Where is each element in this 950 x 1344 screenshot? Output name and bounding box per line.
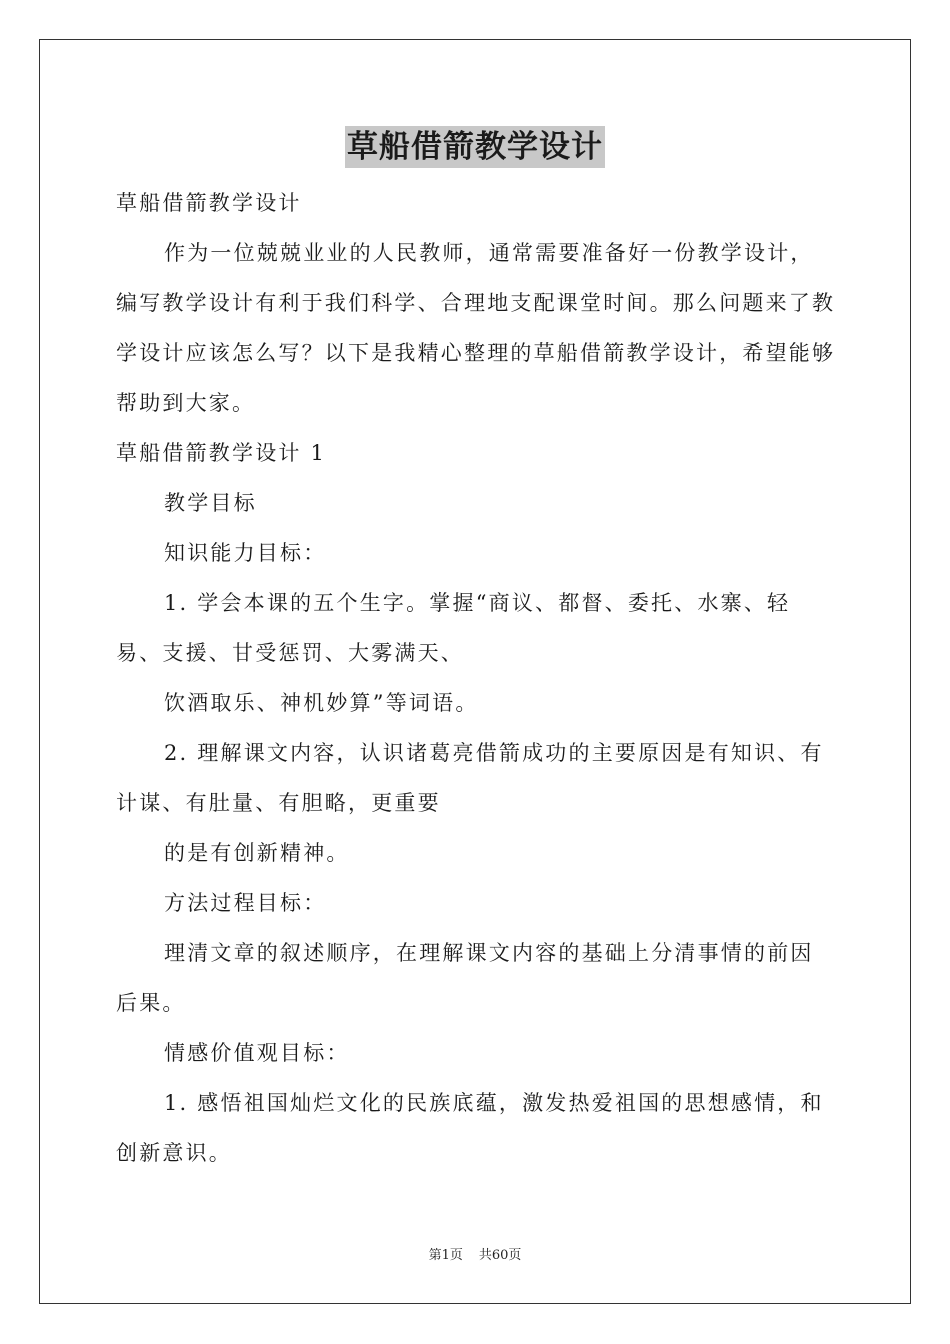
paragraph: 情感价值观目标： [164, 1041, 350, 1065]
paragraph: 2. 理解课文内容，认识诸葛亮借箭成功的主要原因是有知识、有计谋、有肚量、有胆略，更重要 [116, 741, 824, 815]
paragraph: 饮酒取乐、神机妙算”等词语。 [164, 691, 479, 715]
paragraph: 方法过程目标： [164, 891, 327, 915]
paragraph: 草船借箭教学设计 [116, 191, 302, 215]
section-heading: 草船借箭教学设计 1 [116, 441, 327, 465]
page-number: 第1页 [428, 1248, 463, 1263]
page-total: 共60页 [478, 1248, 522, 1263]
page-footer [0, 1246, 950, 1266]
paragraph: 1. 学会本课的五个生字。掌握“商议、都督、委托、水寨、轻易、支援、甘受惩罚、大雾满天、 [116, 591, 791, 665]
paragraph: 教学目标 [164, 491, 257, 515]
document-title: 草船借箭教学设计 [345, 126, 605, 168]
document-body [116, 178, 836, 1178]
paragraph: 理清文章的叙述顺序，在理解课文内容的基础上分清事情的前因后果。 [116, 941, 814, 1015]
title-container [0, 126, 950, 168]
paragraph: 1. 感悟祖国灿烂文化的民族底蕴，激发热爱祖国的思想感情，和创新意识。 [116, 1091, 824, 1165]
paragraph: 的是有创新精神。 [164, 841, 350, 865]
paragraph: 作为一位兢兢业业的人民教师，通常需要准备好一份教学设计，编写教学设计有利于我们科学、合理地支配课堂时间。那么问题来了教学设计应该怎么写？以下是我精心整理的草船借箭教学设计，希望能够帮助到大家。 [116, 241, 836, 415]
paragraph: 知识能力目标： [164, 541, 327, 565]
